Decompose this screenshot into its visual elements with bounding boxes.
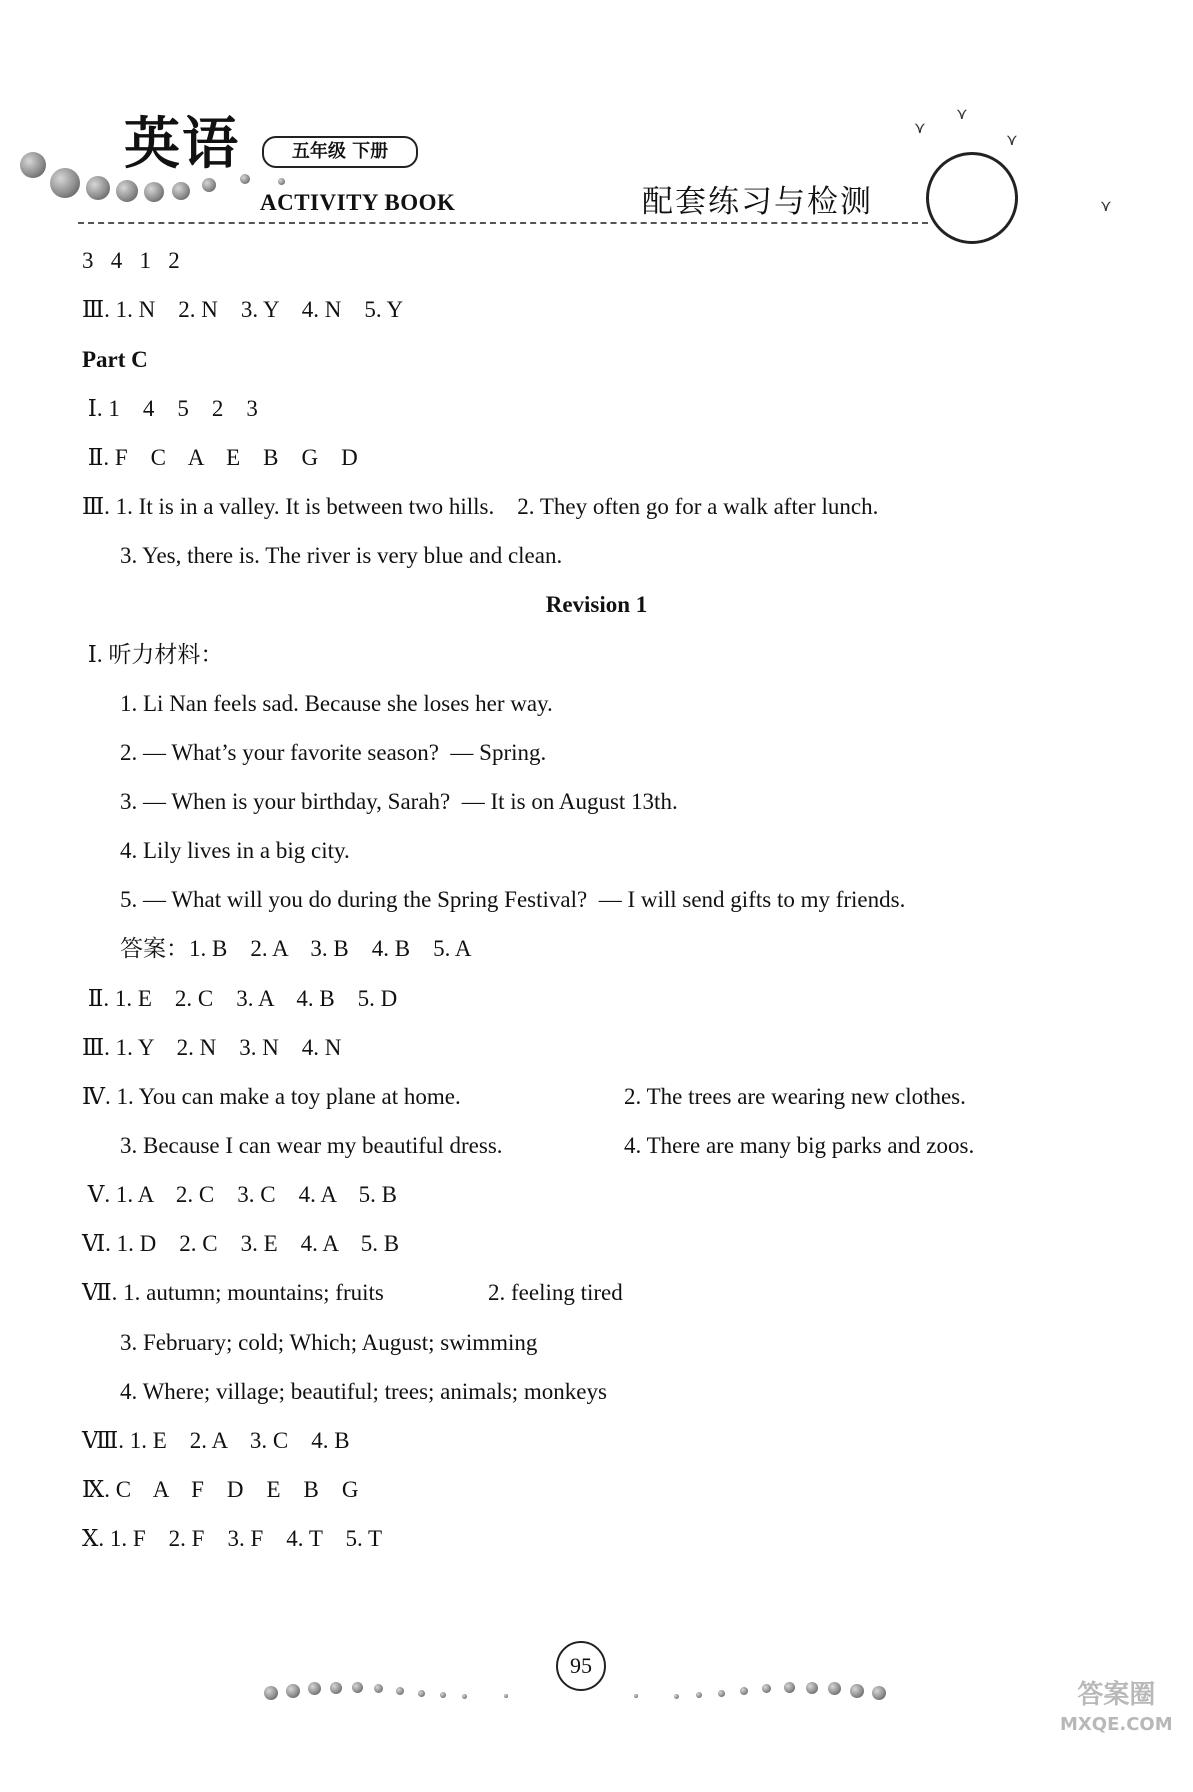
- answer-line: 4. Where; village; beautiful; trees; animals; monkeys: [120, 1379, 607, 1404]
- watermark: [1060, 1680, 1173, 1740]
- dot-icon: [740, 1687, 748, 1695]
- dot-icon: [462, 1694, 467, 1699]
- dot-icon: [264, 1686, 278, 1700]
- dot-icon: [116, 180, 138, 202]
- header-circle-decoration: [926, 152, 1018, 244]
- answer-line: Ⅸ. C A F D E B G: [82, 1477, 359, 1502]
- answer-line: Ⅱ. F C A E B G D: [82, 445, 358, 470]
- answer-line: Ⅰ. 1 4 5 2 3: [82, 396, 258, 421]
- watermark-cn: 答案圈: [1077, 1680, 1156, 1710]
- header-divider: [78, 222, 928, 224]
- dot-icon: [278, 178, 285, 185]
- answer-line: Ⅷ. 1. E 2. A 3. C 4. B: [82, 1428, 350, 1453]
- answer-line: 3. Yes, there is. The river is very blue and clean.: [120, 543, 563, 568]
- grade-badge: 五年级 下册: [262, 136, 418, 168]
- answer-line: Ⅲ. 1. N 2. N 3. Y 4. N 5. Y: [82, 297, 404, 322]
- dot-icon: [872, 1686, 886, 1700]
- listening-line: 1. Li Nan feels sad. Because she loses her way.: [120, 691, 553, 716]
- dot-icon: [504, 1694, 508, 1698]
- dot-icon: [20, 152, 46, 178]
- listening-line: 4. Lily lives in a big city.: [120, 838, 350, 863]
- section-heading: Part C: [82, 347, 148, 372]
- answer-line: Ⅹ. 1. F 2. F 3. F 4. T 5. T: [82, 1526, 383, 1551]
- bird-icon: ⋎: [1006, 130, 1018, 149]
- answer-line: 2. feeling tired: [488, 1280, 623, 1305]
- watermark-url: MXQE.COM: [1060, 1714, 1173, 1735]
- dot-icon: [784, 1682, 795, 1693]
- dot-icon: [718, 1690, 725, 1697]
- dot-icon: [396, 1687, 404, 1695]
- answer-line: 3. February; cold; Which; August; swimming: [120, 1330, 538, 1355]
- dot-icon: [762, 1684, 771, 1693]
- dot-icon: [440, 1692, 446, 1698]
- dot-icon: [352, 1682, 363, 1693]
- dot-icon: [850, 1684, 864, 1698]
- bird-icon: ⋎: [914, 118, 926, 137]
- revision-heading: Revision 1: [545, 592, 648, 617]
- answer-line: Ⅰ. 听力材料：: [82, 642, 224, 667]
- dot-icon: [308, 1682, 321, 1695]
- dot-icon: [418, 1690, 425, 1697]
- answer-line: Ⅴ. 1. A 2. C 3. C 4. A 5. B: [82, 1182, 398, 1207]
- dot-icon: [86, 176, 110, 200]
- answer-line: 4. There are many big parks and zoos.: [624, 1133, 975, 1158]
- dot-icon: [374, 1684, 383, 1693]
- dot-icon: [172, 182, 190, 200]
- dot-icon: [674, 1694, 679, 1699]
- bird-icon: ⋎: [1100, 196, 1112, 215]
- listening-line: 2. — What’s your favorite season? — Spring.: [120, 740, 547, 765]
- dot-icon: [330, 1682, 342, 1694]
- dot-icon: [286, 1684, 300, 1698]
- dot-icon: [634, 1694, 638, 1698]
- dot-icon: [806, 1682, 818, 1694]
- dot-icon: [144, 182, 164, 202]
- answer-line: 3 4 1 2: [82, 248, 180, 273]
- book-subtitle: 配套练习与检测: [642, 184, 873, 220]
- dot-icon: [696, 1692, 702, 1698]
- answer-line: Ⅲ. 1. Y 2. N 3. N 4. N: [82, 1035, 342, 1060]
- dot-icon: [828, 1682, 841, 1695]
- listening-line: 5. — What will you do during the Spring Festival? — I will send gifts to my friends.: [120, 887, 906, 912]
- dot-icon: [202, 178, 216, 192]
- answer-line: 2. The trees are wearing new clothes.: [624, 1084, 966, 1109]
- book-title: 英语: [124, 112, 240, 177]
- answer-line: Ⅱ. 1. E 2. C 3. A 4. B 5. D: [82, 986, 398, 1011]
- bird-icon: ⋎: [956, 104, 968, 123]
- listening-line: 3. — When is your birthday, Sarah? — It is on August 13th.: [120, 789, 678, 814]
- dot-icon: [50, 168, 80, 198]
- activity-book-label: ACTIVITY BOOK: [260, 190, 456, 215]
- answer-line: Ⅶ. 1. autumn; mountains; fruits: [82, 1280, 384, 1305]
- dot-icon: [240, 174, 250, 184]
- answer-line: Ⅲ. 1. It is in a valley. It is between two hills. 2. They often go for a walk after lunch.: [82, 494, 879, 519]
- answer-line: Ⅳ. 1. You can make a toy plane at home.: [82, 1084, 461, 1109]
- answer-line: 3. Because I can wear my beautiful dress.: [120, 1133, 503, 1158]
- answer-line: Ⅵ. 1. D 2. C 3. E 4. A 5. B: [82, 1231, 400, 1256]
- page-number: 95: [556, 1641, 606, 1691]
- answer-line: 答案：1. B 2. A 3. B 4. B 5. A: [120, 936, 472, 961]
